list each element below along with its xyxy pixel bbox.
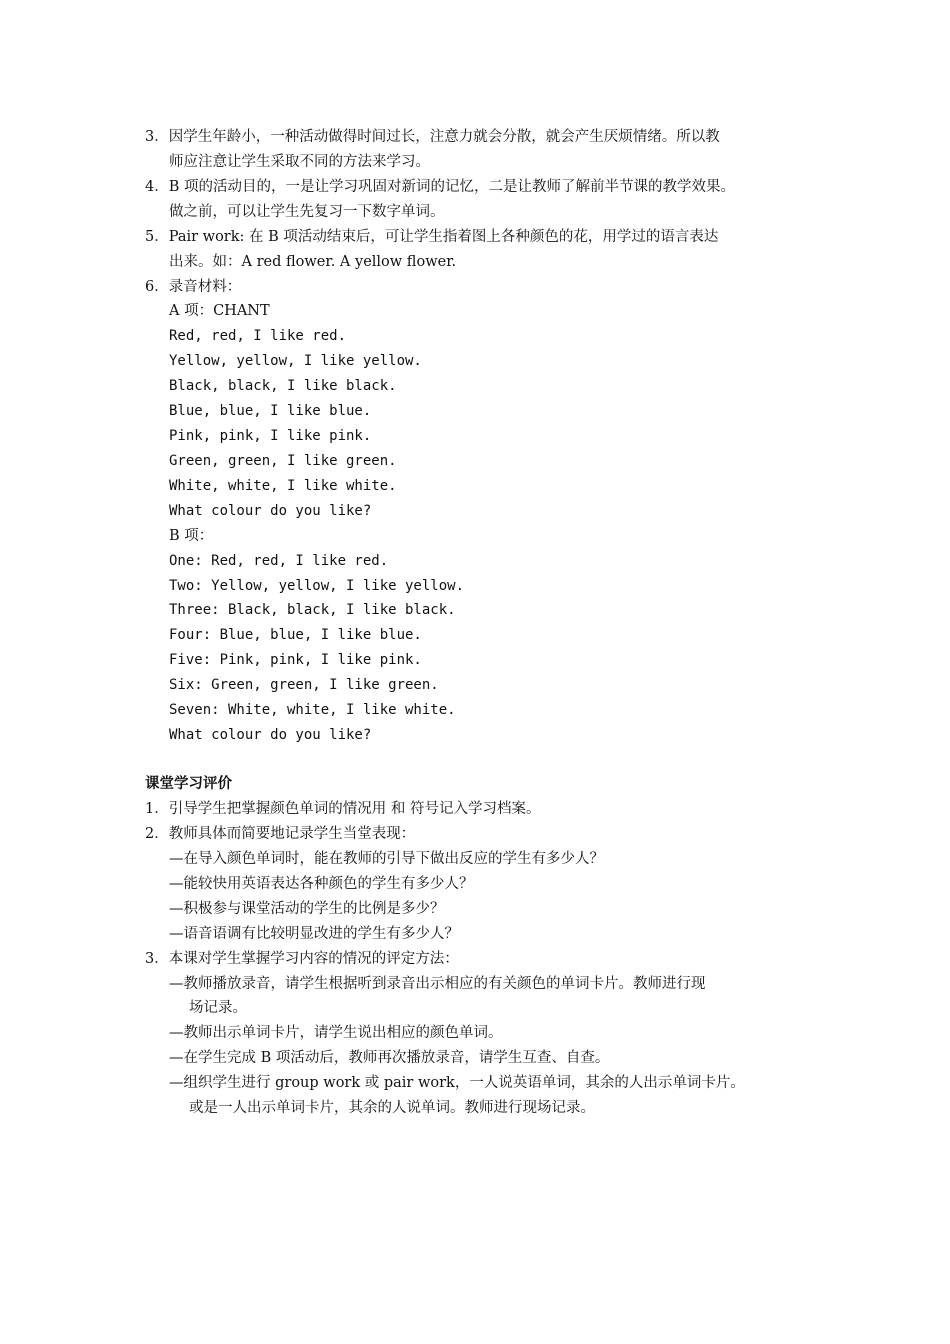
evaluation-item-2-sub: —在导入颜色单词时，能在教师的引导下做出反应的学生有多少人？ <box>169 851 604 867</box>
evaluation-item-3-sub-4-line-2: 或是一人出示单词卡片，其余的人说单词。教师进行现场记录。 <box>189 1100 595 1116</box>
note-item-3-line-2: 师应注意让学生采取不同的方法来学习。 <box>169 154 430 170</box>
chant-line: Yellow, yellow, I like yellow. <box>169 353 422 369</box>
chant-line: Green, green, I like green. <box>169 453 397 469</box>
b-item-line: Seven: White, white, I like white. <box>169 702 456 718</box>
note-item-3-line-1: 3．因学生年龄小，一种活动做得时间过长，注意力就会分散，就会产生厌烦情绪。所以教 <box>145 129 720 145</box>
evaluation-item-3-sub-3: —在学生完成 B 项活动后，教师再次播放录音，请学生互查、自查。 <box>169 1050 610 1066</box>
b-item-line: Five: Pink, pink, I like pink. <box>169 652 422 668</box>
evaluation-item-3-sub-1-line-2: 场记录。 <box>189 1000 247 1016</box>
evaluation-item-3: 3．本课对学生掌握学习内容的情况的评定方法： <box>145 951 459 967</box>
b-item-line: What colour do you like? <box>169 727 372 743</box>
note-item-4-line-1: 4．B 项的活动目的，一是让学习巩固对新词的记忆，二是让教师了解前半节课的教学效果。 <box>145 179 735 195</box>
chant-line: What colour do you like? <box>169 503 372 519</box>
chant-line: Red, red, I like red. <box>169 328 347 344</box>
evaluation-item-2: 2．教师具体而简要地记录学生当堂表现： <box>145 826 416 842</box>
b-item-line: Two: Yellow, yellow, I like yellow. <box>169 578 465 594</box>
evaluation-item-3-sub-2: —教师出示单词卡片，请学生说出相应的颜色单词。 <box>169 1025 503 1041</box>
b-item-line: One: Red, red, I like red. <box>169 553 389 569</box>
evaluation-item-2-sub: —积极参与课堂活动的学生的比例是多少？ <box>169 901 445 917</box>
evaluation-item-3-sub-1-line-1: —教师播放录音，请学生根据听到录音出示相应的有关颜色的单词卡片。教师进行现 <box>169 976 706 992</box>
evaluation-item-1: 1．引导学生把掌握颜色单词的情况用 和 符号记入学习档案。 <box>145 801 541 817</box>
b-item-line: Three: Black, black, I like black. <box>169 602 456 618</box>
note-item-5-line-1: 5．Pair work: 在 B 项活动结束后，可让学生指着图上各种颜色的花，用学过的语言表达 <box>145 229 719 245</box>
evaluation-item-2-sub: —语音语调有比较明显改进的学生有多少人？ <box>169 926 459 942</box>
note-item-5-line-2: 出来。如：A red flower. A yellow flower. <box>169 254 457 270</box>
chant-line: White, white, I like white. <box>169 478 397 494</box>
chant-line: Pink, pink, I like pink. <box>169 428 372 444</box>
evaluation-item-3-sub-4-line-1: —组织学生进行 group work 或 pair work，一人说英语单词，其余的人出示单词卡片。 <box>169 1075 745 1091</box>
chant-line: Black, black, I like black. <box>169 378 397 394</box>
note-item-6: 6．录音材料： <box>145 279 242 295</box>
evaluation-item-2-sub: —能较快用英语表达各种颜色的学生有多少人？ <box>169 876 474 892</box>
b-item-line: Six: Green, green, I like green. <box>169 677 439 693</box>
note-item-4-line-2: 做之前，可以让学生先复习一下数字单词。 <box>169 204 445 220</box>
section-b-title: B 项： <box>169 528 214 544</box>
chant-line: Blue, blue, I like blue. <box>169 403 372 419</box>
b-item-line: Four: Blue, blue, I like blue. <box>169 627 422 643</box>
evaluation-heading: 课堂学习评价 <box>145 776 232 792</box>
section-a-title: A 项：CHANT <box>169 303 270 319</box>
